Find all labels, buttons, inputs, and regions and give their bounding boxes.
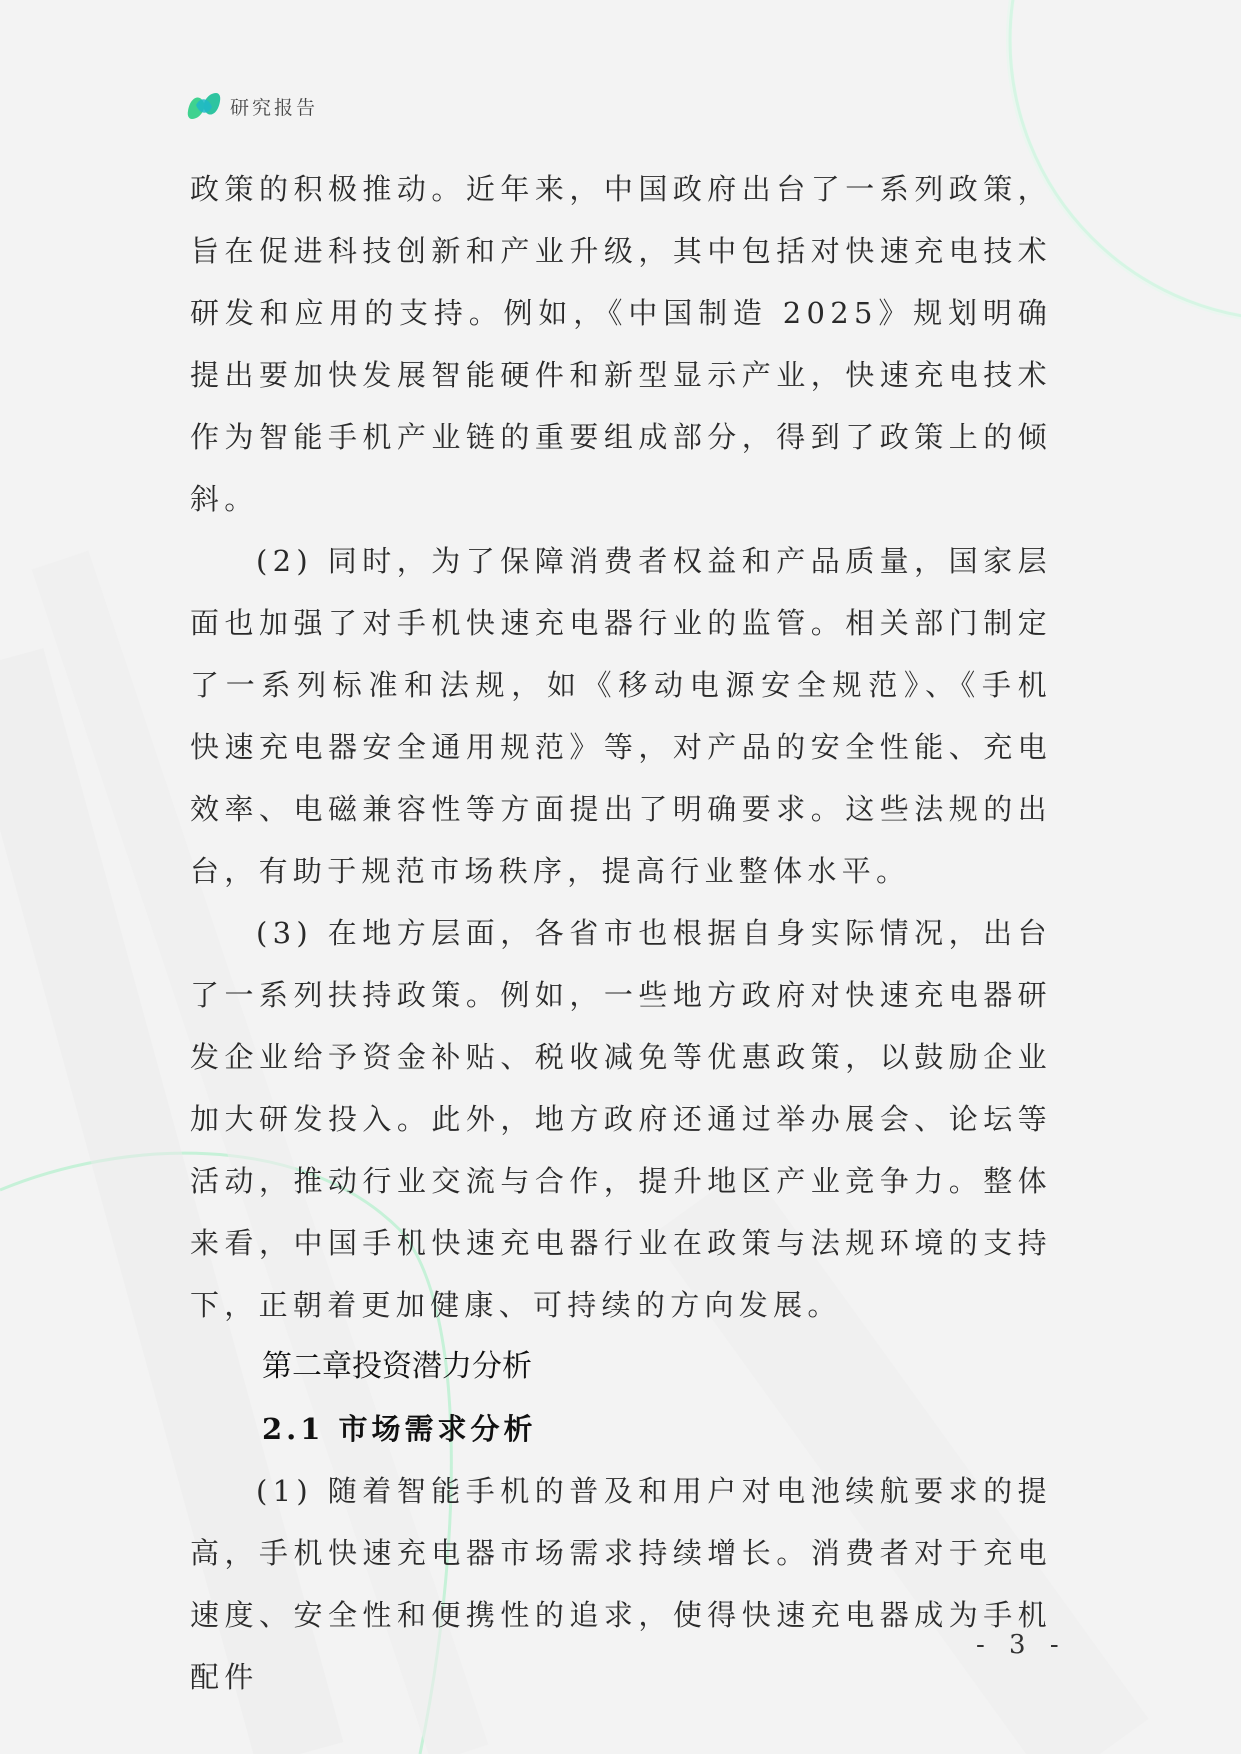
paragraph-market-demand: (1) 随着智能手机的普及和用户对电池续航要求的提高，手机快速充电器市场需求持续增长。消费者对于充电速度、安全性和便携性的追求，使得快速充电器成为手机配件 bbox=[190, 1474, 1052, 1694]
section-title: 2.1 市场需求分析 bbox=[262, 1412, 537, 1446]
paragraph-policy-intro: 政策的积极推动。近年来，中国政府出台了一系列政策，旨在促进科技创新和产业升级，其中包括对快速充电技术研发和应用的支持。例如，《中国制造 2025》规划明确提出要加快发展智能硬件和新型显示产业，快速充电技术作为智能手机产业链的重要组成部分，得到了政策上的倾斜。 bbox=[190, 172, 1052, 516]
report-header bbox=[186, 86, 318, 126]
chapter-title: 第二章投资潜力分析 bbox=[262, 1349, 532, 1384]
page-number: - 3 - bbox=[976, 1630, 1067, 1660]
paragraph-national-regulation: (2) 同时，为了保障消费者权益和产品质量，国家层面也加强了对手机快速充电器行业的监管。相关部门制定了一系列标准和法规，如《移动电源安全规范》、《手机快速充电器安全通用规范》等，对产品的安全性能、充电效率、电磁兼容性等方面提出了明确要求。这些法规的出台，有助于规范市场秩序，提高行业整体水平。 bbox=[190, 544, 1052, 888]
main-content bbox=[190, 158, 1052, 1708]
header-title: 研究报告 bbox=[230, 96, 319, 119]
paragraph-local-policy: (3) 在地方层面，各省市也根据自身实际情况，出台了一系列扶持政策。例如，一些地方政府对快速充电器研发企业给予资金补贴、税收减免等优惠政策，以鼓励企业加大研发投入。此外，地方政府还通过举办展会、论坛等活动，推动行业交流与合作，提升地区产业竞争力。整体来看，中国手机快速充电器行业在政策与法规环境的支持下，正朝着更加健康、可持续的方向发展。 bbox=[190, 916, 1052, 1322]
green-leaf-logo-icon bbox=[186, 89, 222, 123]
